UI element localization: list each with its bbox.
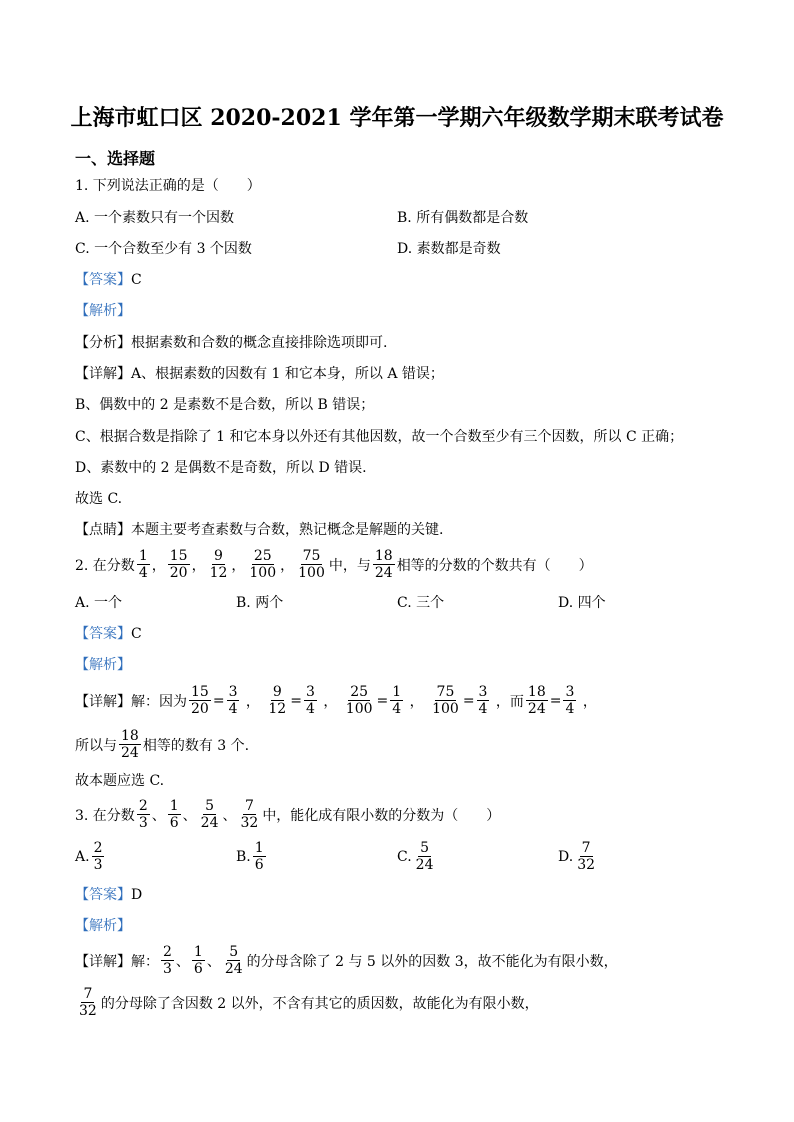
q2-fraction: $\frac{25}{100}$ <box>345 684 373 717</box>
q3-last-suffix: 的分母除了含因数 2 以外，不含有其它的质因数，故能化为有限小数， <box>100 995 539 1012</box>
q2-option-b: B. 两个 <box>236 595 284 611</box>
q2-so <box>75 728 249 761</box>
q1-dianjing: 【点睛】本题主要考查素数与合数，熟记概念是解题的关键. <box>75 522 444 538</box>
q3-fraction: $\frac{1}{6}$ <box>169 798 179 831</box>
q3-suffix: 中，能化成有限小数的分数为（ ） <box>262 807 501 824</box>
q1-analysis-tag: 【解析】 <box>75 303 131 319</box>
q2-stem: 2. 在分数 $\frac{1}{4}$ ， $\frac{15}{20}$ ， $\frac{9}{12}$ ， $\frac{25}{100}$ ， $\frac{75}{100}$ 中，与 $\frac{18}{24}$ 相等的分数的个数共有（ ） <box>75 548 593 581</box>
q2-option-c: C. 三个 <box>397 595 445 611</box>
q2-fraction: $\frac{1}{4}$ <box>138 548 148 581</box>
q2-mid: 中，与 <box>328 557 371 574</box>
q3-option-d: D. $\frac{7}{32}$ <box>558 840 596 873</box>
page-title: 上海市虹口区 2020-2021 学年第一学期六年级数学期末联考试卷 <box>70 105 724 131</box>
q2-answer <box>75 625 142 643</box>
q3-fraction: $\frac{7}{32}$ <box>240 798 259 831</box>
q3-fraction: $\frac{7}{32}$ <box>79 986 97 1019</box>
q1-detail-3: C、根据合数是指除了 1 和它本身以外还有其他因数，故一个合数至少有三个因数，所以 C 正确； <box>75 429 684 445</box>
q3-option-a: A. $\frac{2}{3}$ <box>75 840 103 873</box>
q2-detail-prefix: 【详解】解：因为 <box>75 693 187 710</box>
q3-fraction: $\frac{5}{24}$ <box>224 944 243 977</box>
q2-fraction: $\frac{3}{4}$ <box>478 684 488 717</box>
answer-tag: 【答案】 <box>75 887 131 903</box>
q2-fraction: $\frac{3}{4}$ <box>305 684 315 717</box>
q2-so-prefix: 所以与 <box>75 737 117 754</box>
q3-option-b: B. $\frac{1}{6}$ <box>236 840 264 873</box>
q2-fraction: $\frac{3}{4}$ <box>565 684 575 717</box>
q2-target-fraction: $\frac{18}{24}$ <box>374 548 393 581</box>
q2-suffix: 相等的分数的个数共有（ ） <box>396 557 593 574</box>
section-heading: 一、选择题 <box>75 149 156 168</box>
answer-value: D <box>131 887 143 903</box>
q2-fraction: $\frac{15}{20}$ <box>191 684 209 717</box>
q1-fenxi: 【分析】根据素数和合数的概念直接排除选项即可. <box>75 335 388 351</box>
q1-option-b: B. 所有偶数都是合数 <box>397 210 529 226</box>
q1-stem: 1. 下列说法正确的是（ ） <box>75 178 261 194</box>
answer-tag: 【答案】 <box>75 626 131 642</box>
q2-fraction: $\frac{25}{100}$ <box>249 548 277 581</box>
q3-fraction: $\frac{2}{3}$ <box>163 944 172 977</box>
q3-stem: 3. 在分数 $\frac{2}{3}$ 、 $\frac{1}{6}$ 、 $\frac{5}{24}$ 、 $\frac{7}{32}$ 中，能化成有限小数的分数为（ ） <box>75 798 501 831</box>
q2-fraction: $\frac{9}{12}$ <box>268 684 287 717</box>
q2-fraction: $\frac{9}{12}$ <box>209 548 228 581</box>
q3-answer <box>75 886 142 904</box>
q2-fraction: $\frac{75}{100}$ <box>432 684 459 717</box>
q2-detail-er: 而 <box>509 693 524 710</box>
q2-fraction: $\frac{75}{100}$ <box>298 548 325 581</box>
q3-detail-prefix: 【详解】解： <box>75 953 159 970</box>
q1-choose: 故选 C. <box>75 491 123 507</box>
q2-fraction: $\frac{3}{4}$ <box>228 684 238 717</box>
q3-fraction: $\frac{2}{3}$ <box>138 798 148 831</box>
q2-option-d: D. 四个 <box>558 595 606 611</box>
q1-option-a: A. 一个素数只有一个因数 <box>75 210 235 226</box>
q1-option-c: C. 一个合数至少有 3 个因数 <box>75 241 252 257</box>
q2-prefix: 2. 在分数 <box>75 557 135 574</box>
q2-detail: 【详解】解：因为 $\frac{15}{20}$ = $\frac{3}{4}$ ， $\frac{9}{12}$ = $\frac{3}{4}$ ， $\frac{25}{100}$ = $\frac{1}{4}$ ， $\frac{75}{100}$ = $\frac{3}{4}$ ， 而 $\frac{18}{24}$ = $\frac{3}{4}$ ， <box>75 684 597 717</box>
q2-option-a: A. 一个 <box>75 595 123 611</box>
answer-value: C <box>131 272 142 288</box>
q1-option-d: D. 素数都是奇数 <box>397 241 501 257</box>
q3-detail-suffix: 的分母含除了 2 与 5 以外的因数 3，故不能化为有限小数， <box>246 953 618 970</box>
answer-value: C <box>131 626 142 642</box>
q2-fraction: $\frac{15}{20}$ <box>169 548 188 581</box>
q2-target-fraction: $\frac{18}{24}$ <box>527 684 546 717</box>
q2-target-fraction: $\frac{18}{24}$ <box>121 728 139 761</box>
q1-detail-1: 【详解】A、根据素数的因数有 1 和它本身，所以 A 错误； <box>75 366 444 382</box>
q2-analysis-tag: 【解析】 <box>75 657 131 673</box>
q3-analysis-tag: 【解析】 <box>75 918 131 934</box>
q1-answer <box>75 271 142 289</box>
q2-so-suffix: 相等的数有 3 个. <box>142 737 250 754</box>
q2-choose: 故本题应选 C. <box>75 773 165 789</box>
q1-detail-4: D、素数中的 2 是偶数不是奇数，所以 D 错误. <box>75 460 367 476</box>
q3-fraction: $\frac{1}{6}$ <box>193 944 203 977</box>
q3-option-c: C. $\frac{5}{24}$ <box>397 840 434 873</box>
q2-fraction: $\frac{1}{4}$ <box>392 684 402 717</box>
q3-prefix: 3. 在分数 <box>75 807 135 824</box>
q3-detail: 【详解】解： $\frac{2}{3}$ 、 $\frac{1}{6}$ 、 $\frac{5}{24}$ 的分母含除了 2 与 5 以外的因数 3，故不能化为有限小数， <box>75 944 618 977</box>
answer-tag: 【答案】 <box>75 272 131 288</box>
q3-last <box>75 986 539 1019</box>
q3-fraction: $\frac{5}{24}$ <box>200 798 219 831</box>
q1-detail-2: B、偶数中的 2 是素数不是合数，所以 B 错误； <box>75 397 375 413</box>
